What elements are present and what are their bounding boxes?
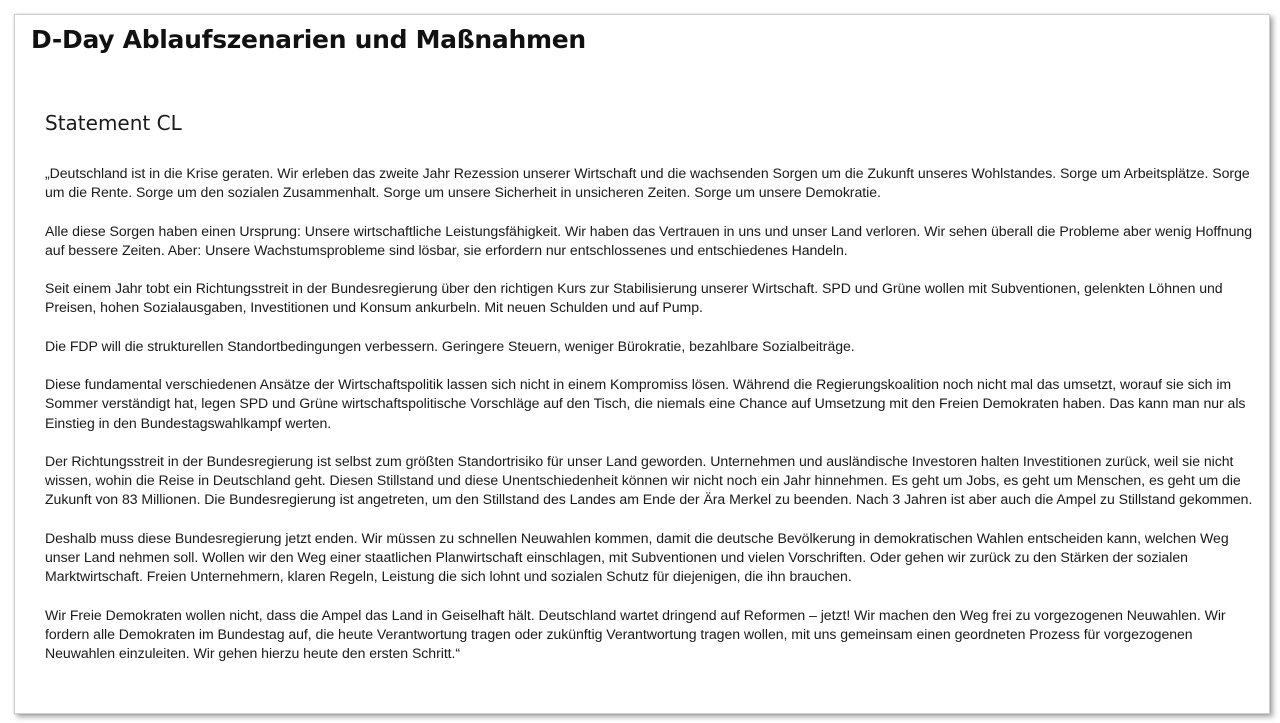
page-title: D-Day Ablaufszenarien und Maßnahmen [31, 25, 586, 54]
statement-paragraph: Seit einem Jahr tobt ein Richtungsstreit in der Bundesregierung über den richtigen Kurs zur Stabilisierung unserer Wirtschaft. SPD und Grüne wollen mit Subventionen, gelenkten Löhnen und Preisen, hohen Sozialausgaben, Investitionen und Konsum ankurbeln. Mit neuen Schulden und auf Pump. [45, 280, 1223, 316]
statement-paragraph: Wir Freie Demokraten wollen nicht, dass die Ampel das Land in Geiselhaft hält. Deutschland wartet dringend auf Reformen – jetzt! Wir machen den Weg frei zu vorgezogenen Neuwahlen. Wir fordern alle Demokraten im Bundestag auf, die heute Verantwortung tragen oder zukünftig Verantwortung tragen wollen, mit uns gemeinsam einen geordneten Prozess für vorgezogenen Neuwahlen einzuleiten. Wir gehen hierzu heute den ersten Schritt.“ [45, 606, 1226, 661]
statement-paragraph: Diese fundamental verschiedenen Ansätze der Wirtschaftspolitik lassen sich nicht in einem Kompromiss lösen. Während die Regierungskoalition noch nicht mal das umsetzt, worauf sie sich im Sommer verständigt hat, legen SPD und Grüne wirtschaftspolitische Vorschläge auf den Tisch, die niemals eine Chance auf Umsetzung mit den Freien Demokraten haben. Das kann man nur als Einstieg in den Bundestagswahlkampf werten. [45, 376, 1246, 431]
document-page [14, 14, 1270, 714]
statement-paragraph: Der Richtungsstreit in der Bundesregierung ist selbst zum größten Standortrisiko für unser Land geworden. Unternehmen und ausländische Investoren halten Investitionen zurück, weil sie nicht wissen, wohin die Reise in Deutschland geht. Diesen Stillstand und diese Unentschiedenheit können wir nicht noch ein Jahr hinnehmen. Es geht um Jobs, es geht um Menschen, es geht um die Zukunft von 83 Millionen. Die Bundesregierung ist angetreten, um den Stillstand des Landes am Ende der Ära Merkel zu beenden. Nach 3 Jahren ist aber auch die Ampel zu Stillstand gekommen. [45, 452, 1253, 508]
statement-paragraph: Die FDP will die strukturellen Standortbedingungen verbessern. Geringere Steuern, weniger Bürokratie, bezahlbare Sozialbeiträge. [45, 337, 855, 354]
statement-paragraph: Deshalb muss diese Bundesregierung jetzt enden. Wir müssen zu schnellen Neuwahlen kommen, damit die deutsche Bevölkerung in demokratischen Wahlen entscheiden kann, welchen Weg unser Land nehmen soll. Wollen wir den Weg einer staatlichen Planwirtschaft einschlagen, mit Subventionen und vielen Vorschriften. Oder gehen wir zurück zu den Stärken der sozialen Marktwirtschaft. Freien Unternehmern, klaren Regeln, Leistung die sich lohnt und sozialen Schutz für diejenigen, die ihn brauchen. [45, 529, 1229, 585]
statement-body [45, 164, 1260, 663]
section-heading: Statement CL [45, 111, 182, 135]
statement-paragraph: „Deutschland ist in die Krise geraten. Wir erleben das zweite Jahr Rezession unserer Wirtschaft und die wachsenden Sorgen um die Zukunft unseres Wohlstandes. Sorge um Arbeitsplätze. Sorge um die Rente. Sorge um den sozialen Zusammenhalt. Sorge um unsere Sicherheit in unsicheren Zeiten. Sorge um unsere Demokratie. [45, 165, 1250, 201]
statement-paragraph: Alle diese Sorgen haben einen Ursprung: Unsere wirtschaftliche Leistungsfähigkeit. Wir haben das Vertrauen in uns und unser Land verloren. Wir sehen überall die Probleme aber wenig Hoffnung auf bessere Zeiten. Aber: Unsere Wachstumsprobleme sind lösbar, sie erfordern nur entschlossenes und entschiedenes Handeln. [45, 222, 1252, 258]
